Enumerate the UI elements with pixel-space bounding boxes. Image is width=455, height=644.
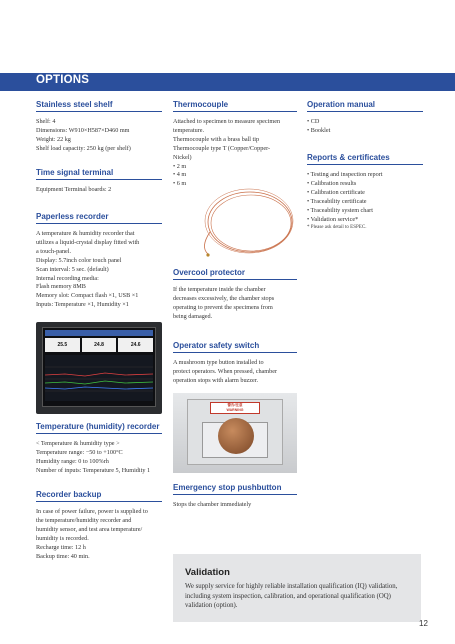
- th-recorder-line: Temperature range: −50 to +100°C: [36, 448, 123, 456]
- manual-section: [307, 100, 423, 136]
- options-title: OPTIONS: [36, 74, 90, 86]
- recorder-line: Inputs: Temperature ×1, Humidity ×1: [36, 301, 129, 309]
- recorder-line: utilizes a liquid-crystal display fitted with: [36, 238, 140, 246]
- recorder-line: Memory slot: Compact flash ×1, USB ×1: [36, 292, 139, 300]
- reports-heading: Reports & certificates: [307, 153, 423, 165]
- shelf-line: Weight: 22 kg: [36, 135, 71, 143]
- page-number: 12: [419, 619, 428, 628]
- time-signal-section: [36, 168, 162, 195]
- thermocouple-line: temperature.: [173, 126, 205, 134]
- screen-trend-graph: [45, 355, 153, 401]
- time-signal-heading: Time signal terminal: [36, 168, 162, 180]
- safety-switch-heading: Operator safety switch: [173, 341, 297, 353]
- thermocouple-line: Attached to specimen to measure specimen: [173, 118, 281, 125]
- emergency-section: [173, 483, 297, 510]
- th-recorder-line: Number of inputs: Temperature 5, Humidity 1: [36, 466, 151, 474]
- recorder-line: a touch-panel.: [36, 247, 72, 255]
- reports-note: * Please ask detail to ESPEC.: [307, 225, 367, 231]
- backup-line: In case of power failure, power is supplied to: [36, 508, 148, 515]
- recorder-backup-heading: Recorder backup: [36, 490, 162, 502]
- reports-section: [307, 153, 423, 231]
- manual-line: • Booklet: [307, 126, 331, 134]
- emergency-heading: Emergency stop pushbutton: [173, 483, 297, 495]
- backup-line: humidity sensor, and test area temperature/: [36, 525, 143, 533]
- stainless-shelf-section: [36, 100, 162, 154]
- recorder-line: Internal recording media:: [36, 274, 99, 282]
- recorder-line: Scan interval: 5 sec. (default): [36, 265, 109, 273]
- emergency-line: Stops the chamber immediately: [173, 501, 252, 508]
- reports-line: • Calibration certificate: [307, 188, 365, 196]
- time-signal-line: Equipment Terminal boards: 2: [36, 186, 112, 193]
- reading-value: 24.8: [82, 338, 117, 352]
- thermocouple-line: Nickel): [173, 153, 192, 161]
- mushroom-button[interactable]: [218, 418, 254, 454]
- temp-humidity-recorder-heading: Temperature (humidity) recorder: [36, 422, 162, 434]
- options-header-band: [0, 73, 455, 91]
- safety-switch-line: A mushroom type button installed to: [173, 359, 264, 366]
- shelf-line: Shelf load capacity: 250 kg (per shelf): [36, 144, 131, 152]
- screen-readings: [45, 338, 153, 352]
- temp-humidity-recorder-section: [36, 422, 162, 476]
- thermocouple-image: [180, 182, 296, 262]
- recorder-line: Flash memory 8MB: [36, 283, 86, 291]
- warning-label-jp: 警告/注意: [227, 403, 243, 407]
- reports-line: • Traceability certificate: [307, 197, 367, 205]
- shelf-line: Shelf: 4: [36, 118, 56, 125]
- warning-label-en: WARNING: [226, 408, 244, 412]
- th-recorder-line: Humidity range: 0 to 100%rh: [36, 457, 109, 465]
- overcool-line: If the temperature inside the chamber: [173, 286, 266, 293]
- safety-switch-line: operation stops with alarm buzzer.: [173, 376, 259, 384]
- reports-line: • Calibration results: [307, 179, 357, 187]
- thermocouple-line: Thermocouple with a brass ball tip: [173, 135, 260, 143]
- safety-switch-section: [173, 341, 297, 386]
- paperless-recorder-heading: Paperless recorder: [36, 212, 162, 224]
- recorder-screen: [42, 327, 156, 407]
- thermocouple-section: [173, 100, 297, 189]
- reading-value: 24.6: [118, 338, 153, 352]
- overcool-line: decreases excessively, the chamber stops: [173, 294, 275, 302]
- thermocouple-line: Thermocouple type T (Copper/Copper-: [173, 144, 271, 152]
- validation-title: Validation: [185, 567, 230, 578]
- paperless-recorder-section: [36, 212, 162, 310]
- backup-line: Backup time: 40 min.: [36, 552, 90, 560]
- safety-switch-image: [173, 393, 297, 473]
- validation-text: We supply service for highly reliable installation qualification (IQ) validation, including system inspection, calibration, and operational qualification (OQ) validation (option).: [185, 583, 398, 609]
- manual-heading: Operation manual: [307, 100, 423, 112]
- manual-line: • CD: [307, 118, 320, 125]
- switch-panel: [187, 399, 283, 465]
- th-recorder-line: < Temperature & humidity type >: [36, 440, 120, 447]
- overcool-line: operating to prevent the specimens from: [173, 303, 273, 311]
- backup-line: the temperature/humidity recorder and: [36, 516, 132, 524]
- overcool-line: being damaged.: [173, 312, 213, 320]
- thermocouple-line: • 4 m: [173, 171, 187, 179]
- stainless-shelf-heading: Stainless steel shelf: [36, 100, 162, 112]
- recorder-backup-section: [36, 490, 162, 561]
- reports-line: • Traceability system chart: [307, 206, 373, 214]
- backup-line: Recharge time: 12 h: [36, 543, 86, 551]
- reports-line: • Validation service*: [307, 215, 359, 223]
- overcool-heading: Overcool protector: [173, 268, 297, 280]
- warning-label: [210, 402, 260, 414]
- recorder-line: Display: 5.7inch color touch panel: [36, 256, 122, 264]
- backup-line: humidity is recorded.: [36, 534, 89, 542]
- thermocouple-line: • 6 m: [173, 180, 187, 188]
- reports-line: • Testing and inspection report: [307, 171, 383, 178]
- paperless-recorder-image: [36, 322, 162, 414]
- safety-switch-line: protect operators. When pressed, chamber: [173, 367, 277, 375]
- validation-box: [173, 554, 421, 622]
- overcool-section: [173, 268, 297, 322]
- recorder-line: A temperature & humidity recorder that: [36, 230, 135, 237]
- screen-title-bar: [45, 330, 153, 336]
- reading-value: 25.5: [45, 338, 80, 352]
- thermocouple-line: • 2 m: [173, 162, 187, 170]
- shelf-line: Dimensions: W910×H587×D460 mm: [36, 126, 130, 134]
- thermocouple-heading: Thermocouple: [173, 100, 297, 112]
